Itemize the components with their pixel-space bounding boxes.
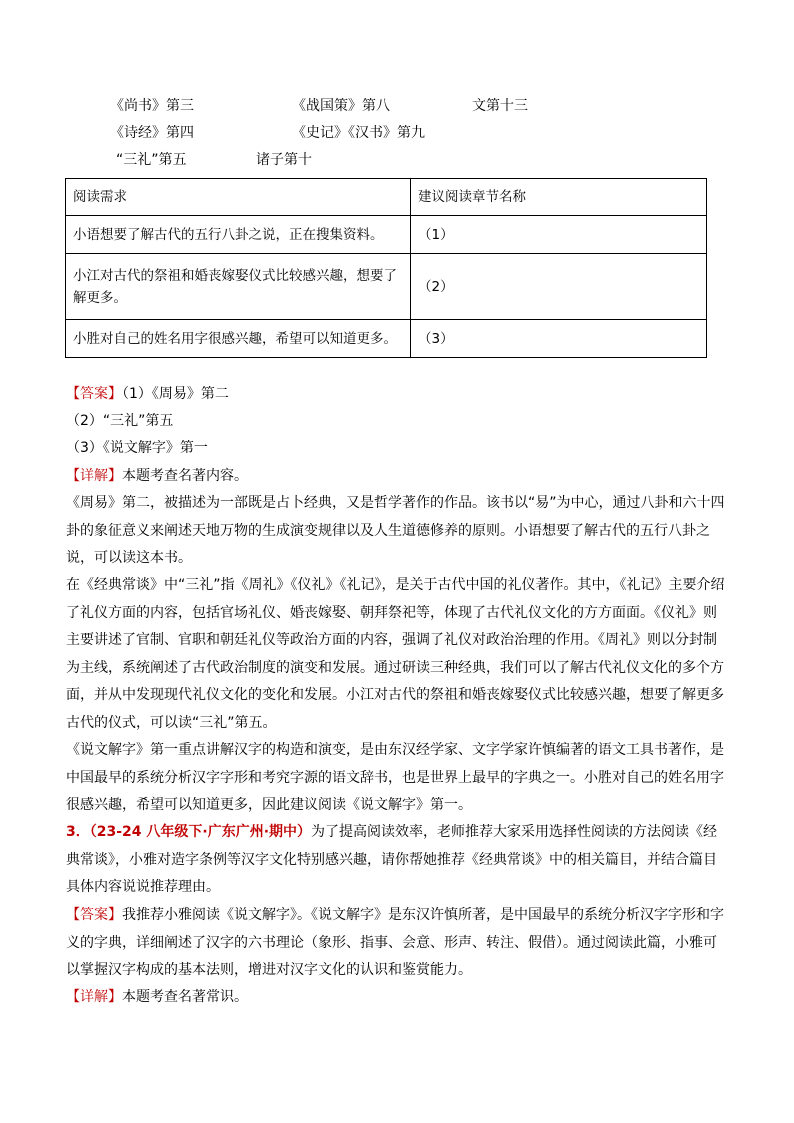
table-row bbox=[66, 320, 707, 358]
table-header-cell: 建议阅读章节名称 bbox=[411, 179, 707, 216]
detail-paragraph: 在《经典常谈》中“三礼”指《周礼》《仪礼》《礼记》，是关于古代中国的礼仪著作。其中，《礼记》主要介绍了礼仪方面的内容，包括官场礼仪、婚丧嫁娶、朝拜祭祀等，体现了古代礼仪文化的方方面面。《仪礼》则主要讲述了官制、官职和朝廷礼仪等政治方面的内容，强调了礼仪对政治治理的作用。《周礼》则以分封制为主线，系统阐述了古代政治制度的演变和发展。通过研读三种经典，我们可以了解古代礼仪文化的多个方面，并从中发现现代礼仪文化的变化和发展。小江对古代的祭祖和婚丧嫁娶仪式比较感兴趣，想要了解更多古代的仪式，可以读“三礼”第五。 bbox=[66, 577, 725, 731]
table-cell: 小胜对自己的姓名用字很感兴趣，希望可以知道更多。 bbox=[66, 320, 411, 358]
answer-line: （2）“三礼”第五 bbox=[66, 413, 174, 429]
detail-tag: 【详解】 bbox=[66, 468, 122, 484]
answer-line: （3）《说文解字》第一 bbox=[66, 440, 208, 456]
toc-item: 诸子第十 bbox=[256, 152, 312, 168]
answer-tag: 【答案】 bbox=[66, 907, 122, 923]
table-cell: （1） bbox=[411, 216, 707, 254]
question-3 bbox=[66, 819, 730, 902]
toc-item: 文第十三 bbox=[472, 98, 528, 114]
toc-item: 《诗经》第四 bbox=[110, 125, 194, 141]
toc-item: 《战国策》第八 bbox=[292, 98, 390, 114]
detail-paragraph: 《周易》第二，被描述为一部既是占卜经典，又是哲学著作的作品。该书以“易”为中心，通过八卦和六十四卦的象征意义来阐述天地万物的生成演变规律以及人生道德修养的原则。小语想要了解古代的五行八卦之说，可以读这本书。 bbox=[66, 495, 725, 566]
detail-paragraph: 《说文解字》第一重点讲解汉字的构造和演变，是由东汉经学家、文字学家许慎编著的语文工具书著作，是中国最早的系统分析汉字字形和考究字源的语文辞书，也是世界上最早的字典之一。小胜对自己的姓名用字很感兴趣，希望可以知道更多，因此建议阅读《说文解字》第一。 bbox=[66, 742, 724, 813]
table-cell: （2） bbox=[411, 254, 707, 320]
toc-item: 《尚书》第三 bbox=[110, 98, 194, 114]
toc-item: “三礼”第五 bbox=[116, 152, 187, 168]
question-number: 3． bbox=[66, 824, 90, 840]
detail-intro: 本题考查名著内容。 bbox=[122, 468, 248, 484]
table-row bbox=[66, 216, 707, 254]
question-source: （23-24 八年级下·广东广州·期中） bbox=[89, 824, 312, 840]
toc-item: 《史记》《汉书》第九 bbox=[292, 125, 425, 141]
detail-tag: 【详解】 bbox=[66, 989, 122, 1005]
answer-text: 我推荐小雅阅读《说文解字》。《说文解字》是东汉许慎所著，是中国最早的系统分析汉字字形和字义的字典，详细阐述了汉字的六书理论（象形、指事、会意、形声、转注、假借）。通过阅读此篇，小雅可以掌握汉字构成的基本法则，增进对汉字文化的认识和鉴赏能力。 bbox=[66, 907, 724, 978]
detail-intro: 本题考查名著常识。 bbox=[122, 989, 248, 1005]
table-cell: （3） bbox=[411, 320, 707, 358]
answer-text: （1）《周易》第二 bbox=[122, 386, 229, 402]
detail-line bbox=[66, 463, 730, 491]
table-cell: 小江对古代的祭祖和婚丧嫁娶仪式比较感兴趣，想要了解更多。 bbox=[66, 254, 411, 320]
detail-line bbox=[66, 984, 730, 1012]
answer-paragraph bbox=[66, 902, 730, 985]
reading-table bbox=[65, 178, 707, 358]
answer-tag: 【答案】 bbox=[66, 386, 122, 402]
table-cell: 小语想要了解古代的五行八卦之说，正在搜集资料。 bbox=[66, 216, 411, 254]
table-row bbox=[66, 254, 707, 320]
table-header-row bbox=[66, 179, 707, 216]
answer-line bbox=[66, 381, 730, 409]
question-text: 为了提高阅读效率，老师推荐大家采用选择性阅读的方法阅读《经典常谈》，小雅对造字条例等汉字文化特别感兴趣，请你帮她推荐《经典常谈》中的相关篇目，并结合篇目具体内容说说推荐理由。 bbox=[66, 824, 718, 895]
table-header-cell: 阅读需求 bbox=[66, 179, 411, 216]
